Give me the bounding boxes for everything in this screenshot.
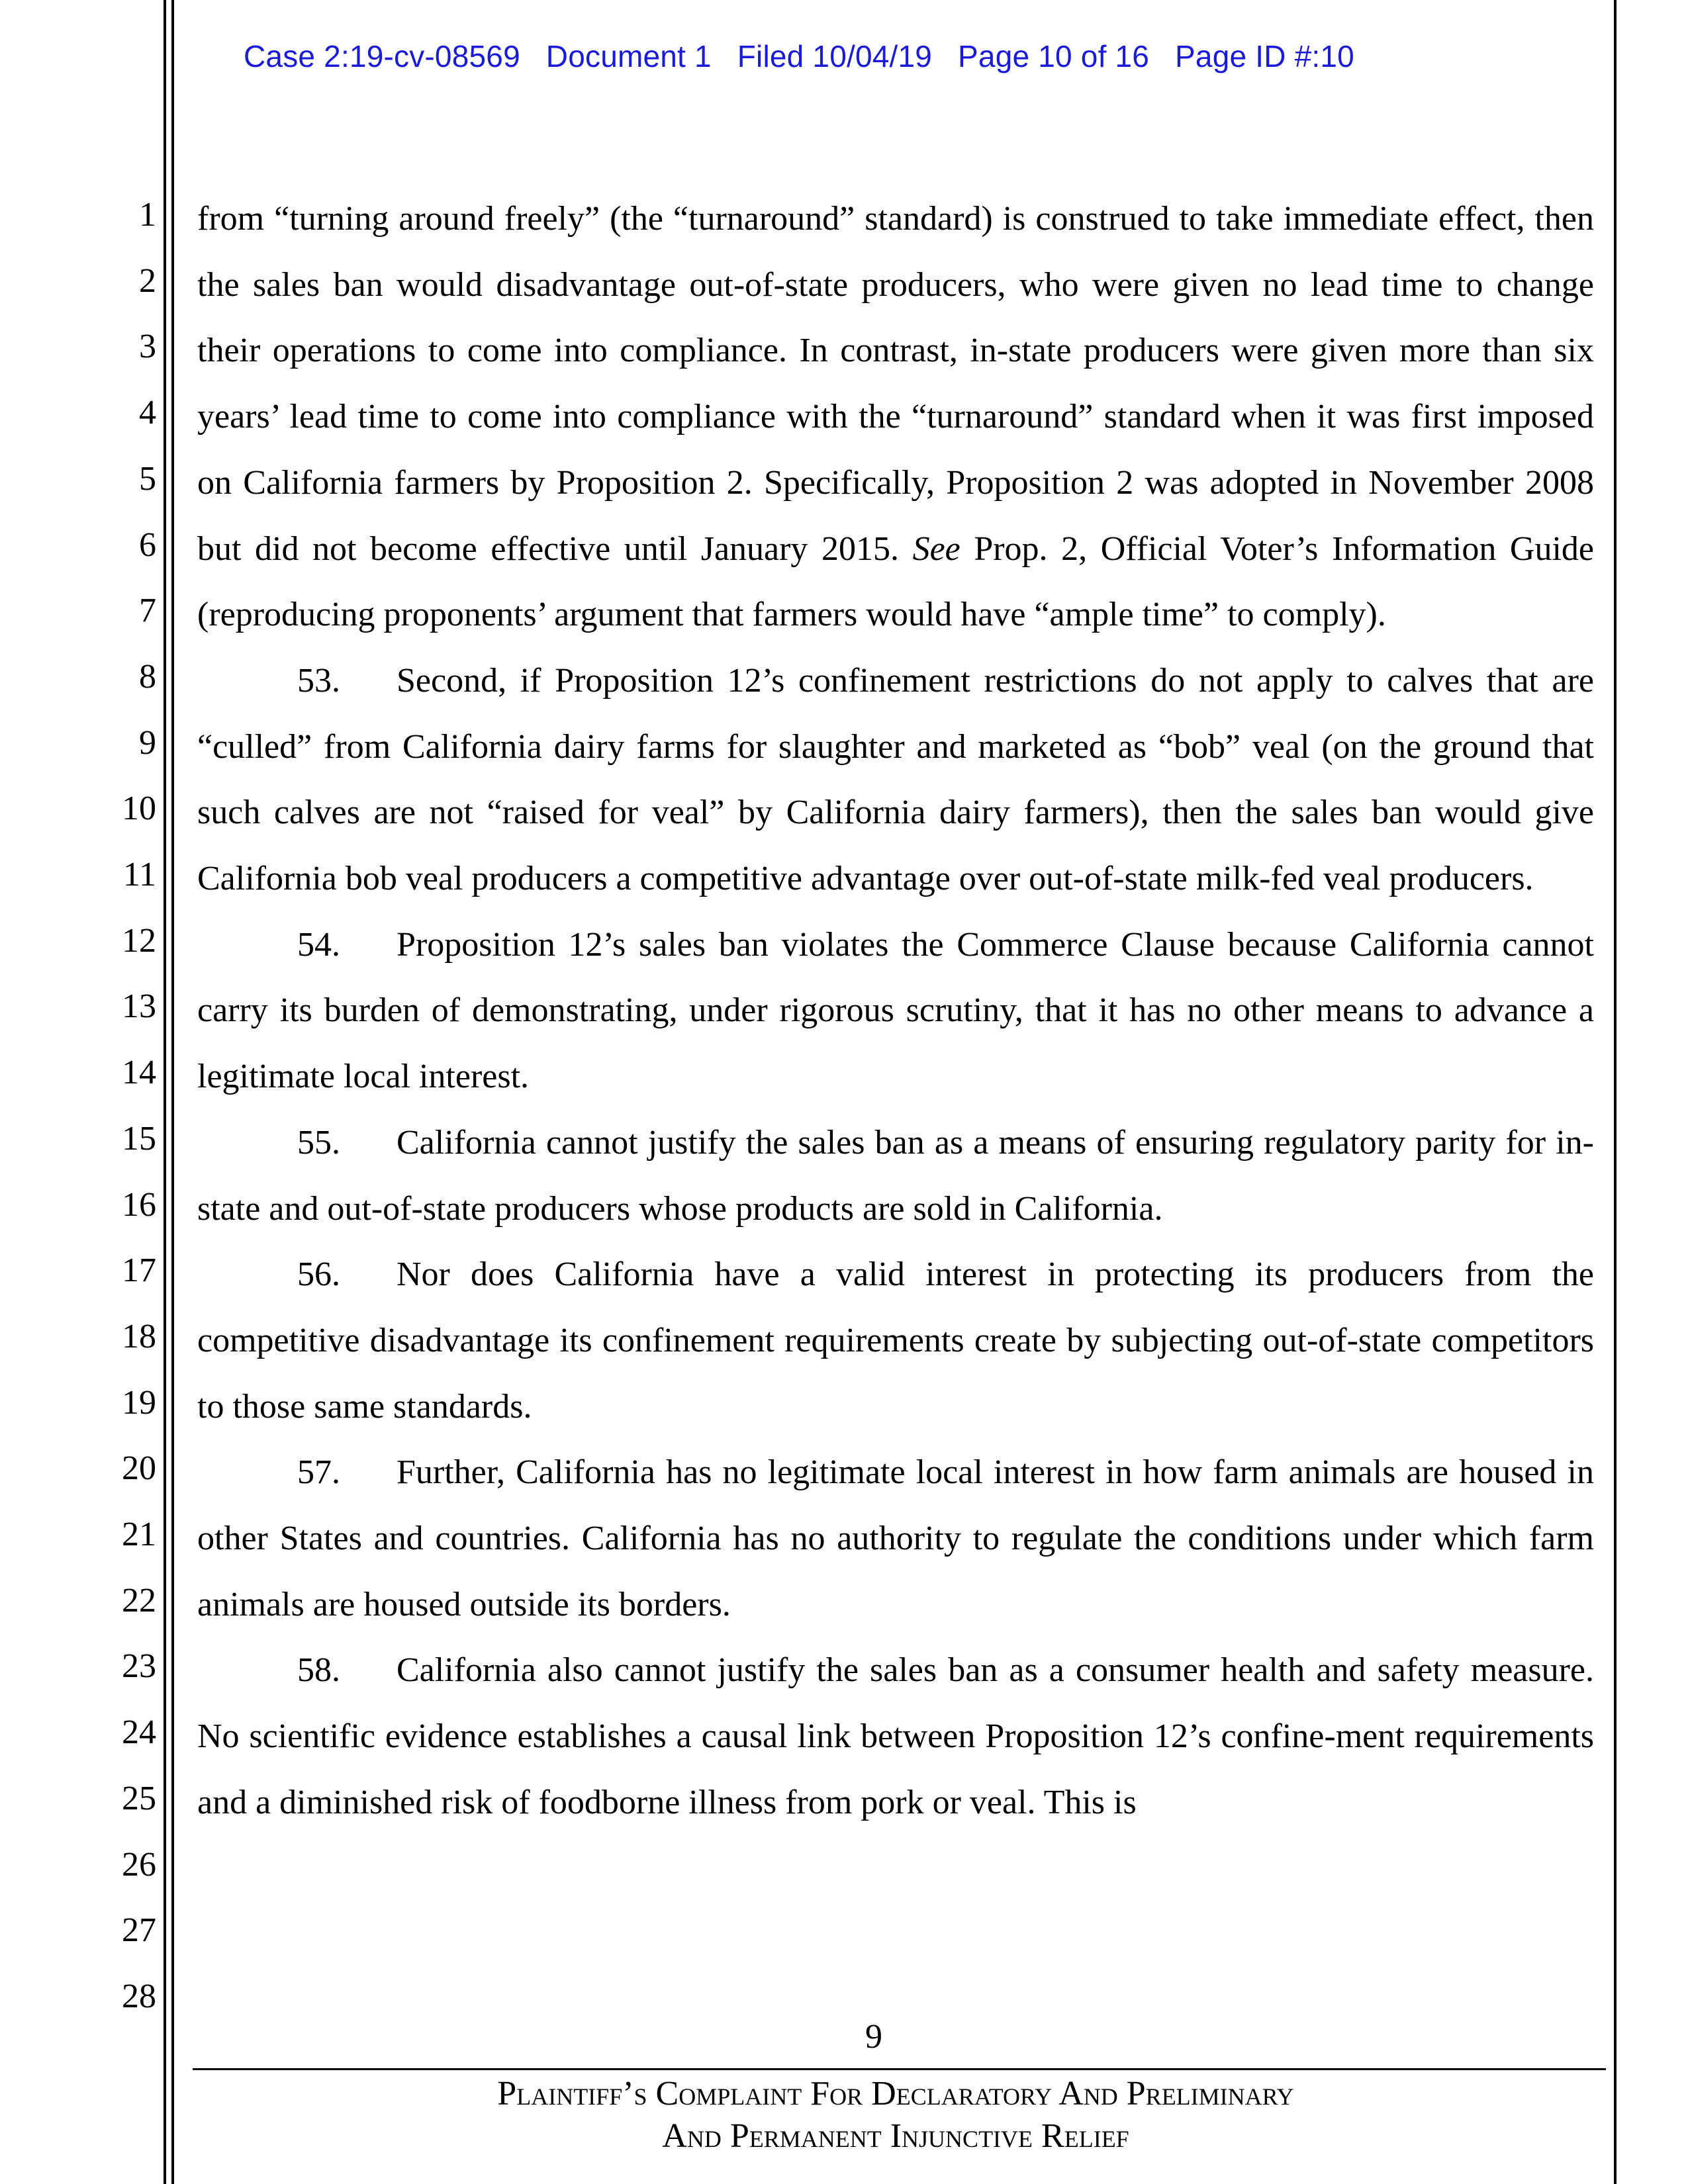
line-number: 3 bbox=[139, 328, 156, 366]
line-number: 21 bbox=[122, 1516, 156, 1553]
footer-title-line-2: And Permanent Injunctive Relief bbox=[662, 2117, 1129, 2155]
line-number: 7 bbox=[139, 592, 156, 630]
case-header-stamp: Case 2:19-cv-08569 Document 1 Filed 10/04/19 Page 10 of 16 Page ID #:10 bbox=[244, 39, 1354, 73]
line-number: 13 bbox=[122, 987, 156, 1026]
paragraph-53 bbox=[197, 648, 1594, 912]
paragraph-57 bbox=[197, 1439, 1594, 1637]
line-number: 11 bbox=[122, 856, 156, 893]
line-number: 10 bbox=[122, 790, 156, 828]
footer-separator-line bbox=[193, 2068, 1606, 2070]
paragraph-text: Further, California has no legitimate local interest in how farm animals are housed in other States and countries. California has no authority to regulate the conditions under which farm animals are housed outside its borders. bbox=[197, 1453, 1594, 1623]
line-number: 2 bbox=[139, 261, 156, 300]
line-number: 14 bbox=[122, 1054, 156, 1092]
footer-document-title bbox=[197, 2073, 1594, 2158]
paragraph-number: 58. bbox=[297, 1651, 340, 1690]
right-margin-rule bbox=[1614, 0, 1617, 2184]
see-signal: See bbox=[912, 529, 961, 568]
page-number: 9 bbox=[865, 2018, 882, 2056]
line-number: 18 bbox=[122, 1317, 156, 1355]
line-number: 19 bbox=[122, 1383, 156, 1422]
line-number: 12 bbox=[122, 921, 156, 960]
paragraph-number: 53. bbox=[297, 661, 340, 700]
line-number: 4 bbox=[139, 394, 156, 432]
line-number: 6 bbox=[139, 525, 156, 564]
line-number: 1 bbox=[139, 196, 156, 234]
document-body bbox=[197, 186, 1594, 1836]
line-number: 9 bbox=[139, 723, 156, 762]
line-number: 5 bbox=[139, 459, 156, 498]
line-number: 16 bbox=[122, 1185, 156, 1224]
paragraph-text: Nor does California have a valid interest in protecting its producers from the competitive disadvantage its confinement requirements create by subjecting out-of-state competitors to those same standards. bbox=[197, 1255, 1594, 1426]
footer-title-line-1: Plaintiff’s Complaint For Declaratory And Preliminary bbox=[497, 2075, 1294, 2113]
paragraph-56 bbox=[197, 1242, 1594, 1439]
paragraph-55 bbox=[197, 1110, 1594, 1242]
line-numbers-column bbox=[0, 0, 162, 2184]
line-number: 17 bbox=[122, 1251, 156, 1290]
paragraph-text: Second, if Proposition 12’s confinement restrictions do not apply to calves that are “culled” from California dairy farms for slaughter and marketed as “bob” veal (on the ground that such calves are not “raised for veal” by California dairy farmers), then the sales ban would give California bob veal producers a competitive advantage over out-of-state milk-fed veal producers. bbox=[197, 661, 1594, 898]
paragraph-number: 54. bbox=[297, 925, 340, 964]
line-number: 28 bbox=[122, 1977, 156, 2015]
line-number: 24 bbox=[122, 1713, 156, 1752]
line-number: 8 bbox=[139, 657, 156, 696]
line-number: 20 bbox=[122, 1449, 156, 1488]
line-number: 26 bbox=[122, 1845, 156, 1884]
line-number: 23 bbox=[122, 1647, 156, 1686]
paragraph-number: 57. bbox=[297, 1453, 340, 1492]
line-number: 22 bbox=[122, 1581, 156, 1619]
paragraph-number: 55. bbox=[297, 1123, 340, 1161]
left-margin-double-rule-outer bbox=[164, 0, 166, 2184]
continued-paragraph bbox=[197, 186, 1594, 648]
paragraph-text: California also cannot justify the sales ban as a consumer health and safety measure. No scientific evidence establishes a causal link between Proposition 12’s confine-ment requirements and a diminished risk of foodborne illness from pork or veal. This is bbox=[197, 1651, 1594, 1821]
continued-text-part2: Prop. 2, Official Voter’s Information Guide (reproducing proponents’ argument that farmers would have “ample time” to comply). bbox=[197, 529, 1594, 634]
line-number: 25 bbox=[122, 1779, 156, 1817]
paragraph-58 bbox=[197, 1637, 1594, 1835]
left-margin-double-rule-inner bbox=[171, 0, 174, 2184]
paragraph-text: California cannot justify the sales ban as a means of ensuring regulatory parity for in-state and out-of-state producers whose products are sold in California. bbox=[197, 1123, 1594, 1228]
continued-text-part1: from “turning around freely” (the “turnaround” standard) is construed to take immediate effect, then the sales ban would disadvantage out-of-state producers, who were given no lead time to change their operations to come into compliance. In contrast, in-state producers were given more than six years’ lead time to come into compliance with the “turnaround” standard when it was first imposed on California farmers by Proposition 2. Specifically, Proposition 2 was adopted in November 2008 but did not become effective until January 2015. bbox=[197, 200, 1594, 568]
line-number: 27 bbox=[122, 1911, 156, 1950]
paragraph-number: 56. bbox=[297, 1255, 340, 1294]
paragraph-text: Proposition 12’s sales ban violates the Commerce Clause because California cannot carry its burden of demonstrating, under rigorous scrutiny, that it has no other means to advance a legitimate local interest. bbox=[197, 925, 1594, 1096]
line-number: 15 bbox=[122, 1119, 156, 1158]
paragraph-54 bbox=[197, 912, 1594, 1110]
